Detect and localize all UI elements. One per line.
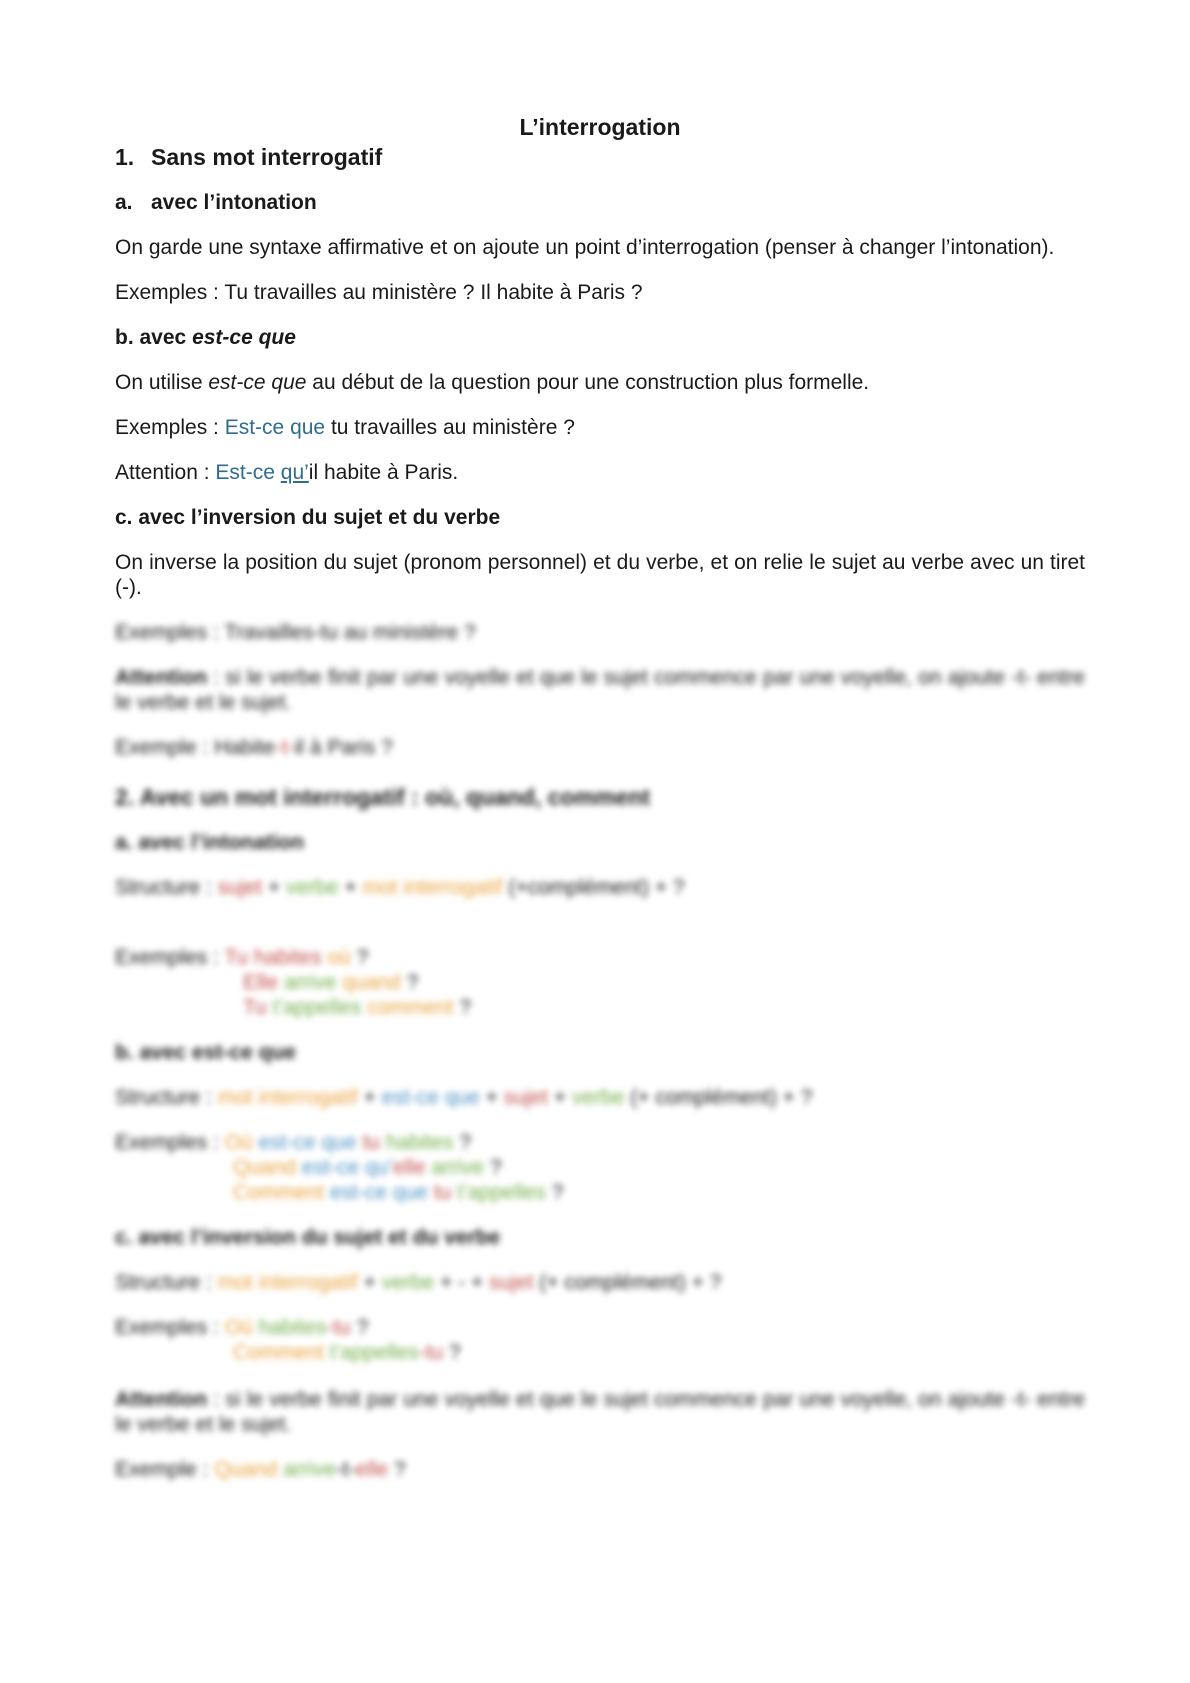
attention-inversion: [115, 665, 1085, 715]
attention-text: : si le verbe finit par une voyelle et que le sujet commence par une voyelle, on ajoute -t- entre le verbe et le sujet.: [115, 666, 1085, 714]
example-label: Exemple : Habite: [115, 736, 275, 759]
ex-interrogative: quand: [336, 971, 401, 994]
paragraph-intonation: On garde une syntaxe affirmative et on ajoute un point d’interrogation (penser à changer l’intonation).: [115, 236, 1055, 259]
highlight-est-ce-que: Est-ce que: [224, 416, 326, 439]
ex-est-ce-que: est-ce qu’: [296, 1156, 393, 1179]
ex-est-ce-que: est-ce que: [252, 1131, 357, 1154]
structure-rest: (+ complément) + ?: [533, 1271, 722, 1294]
blurred-content: [115, 620, 1085, 1482]
paragraph-est-ce-que: [115, 370, 1085, 395]
example-label: Exemple :: [115, 1458, 215, 1481]
structure-label: Structure :: [115, 1271, 218, 1294]
structure-subject: sujet: [503, 1086, 549, 1109]
document-page: [115, 112, 1085, 1482]
structure-verb: verbe: [381, 1271, 435, 1294]
text-emphasis: est-ce que: [208, 371, 307, 394]
subsection-1a-title: avec l’intonation: [151, 191, 317, 214]
ex-subject: tu: [356, 1131, 380, 1154]
examples-label: Exemples :: [115, 416, 225, 439]
plus: +: [357, 1086, 382, 1109]
subsection-1b-heading: [115, 325, 1085, 350]
ex-interrogative: comment: [361, 996, 454, 1019]
ex-end: ?: [484, 1156, 502, 1179]
ex-interrogative: Où: [224, 1316, 253, 1339]
ex-interrogative: Quand: [214, 1458, 278, 1481]
examples-intonation: Exemples : Tu travailles au ministère ? Il habite à Paris ?: [115, 281, 643, 304]
subsection-1a-heading: [115, 190, 1085, 215]
section-1-title: Sans mot interrogatif: [151, 144, 383, 170]
ex-end: ?: [443, 1341, 461, 1364]
structure-2c: [115, 1270, 1085, 1295]
subsection-2a-heading: a. avec l’intonation: [115, 831, 305, 854]
attention-label: Attention: [115, 666, 208, 689]
ex-interrogative: Comment: [233, 1341, 325, 1364]
ex-subject: Tu habites: [224, 946, 322, 969]
section-2-heading: 2. Avec un mot interrogatif : où, quand, comment: [115, 784, 650, 810]
structure-rest: (+complément) + ?: [502, 876, 685, 899]
examples-2b-line3: [115, 1180, 1085, 1205]
ex-end: ?: [453, 996, 472, 1019]
ex-verb: arrive: [425, 1156, 485, 1179]
subsection-1a-letter: a.: [115, 191, 133, 214]
examples-2b-line1: [115, 1130, 1085, 1155]
subsection-1c-heading: c. avec l’inversion du sujet et du verbe: [115, 506, 501, 529]
examples-2c-line2: [115, 1340, 1085, 1365]
example-2c-t: [115, 1457, 1085, 1482]
ex-verb: arrive: [278, 971, 337, 994]
examples-est-ce-que: [115, 415, 1085, 440]
attention-text: : si le verbe finit par une voyelle et que le sujet commence par une voyelle, on ajoute -t- entre le verbe et le sujet.: [115, 1388, 1085, 1436]
examples-2c-line1: [115, 1315, 1085, 1340]
subsection-2b-heading: b. avec est-ce que: [115, 1041, 296, 1064]
ex-verb: arrive: [277, 1458, 336, 1481]
ex-subject: -tu: [326, 1316, 351, 1339]
example-rest: il à Paris ?: [294, 736, 393, 759]
subsection-2c-heading: c. avec l’inversion du sujet et du verbe: [115, 1226, 501, 1249]
examples-label: Exemples :: [115, 1131, 225, 1154]
ex-subject: Elle: [243, 971, 279, 994]
ex-end: ?: [350, 946, 369, 969]
text-before: On utilise: [115, 371, 209, 394]
examples-label: Exemples :: [115, 946, 225, 969]
structure-rest: (+ complément) + ?: [624, 1086, 813, 1109]
ex-verb: habites: [380, 1131, 454, 1154]
plus: +: [262, 876, 286, 899]
highlight-qu: qu’: [280, 461, 309, 484]
attention-rest: il habite à Paris.: [308, 461, 459, 484]
ex-verb: t’appelles: [266, 996, 362, 1019]
ex-interrogative: Où: [224, 1131, 253, 1154]
examples-inversion: Exemples : Travailles-tu au ministère ?: [115, 621, 476, 644]
ex-interrogative: Comment: [233, 1181, 325, 1204]
euphonic-t: -t-: [274, 736, 295, 759]
section-1-heading: [115, 142, 1085, 172]
ex-end: ?: [400, 971, 419, 994]
ex-verb: habites: [252, 1316, 327, 1339]
ex-end: ?: [388, 1458, 406, 1481]
ex-subject: tu: [427, 1181, 452, 1204]
structure-subject: sujet: [217, 876, 263, 899]
highlight-est-ce: Est-ce: [215, 461, 281, 484]
plus: +: [479, 1086, 504, 1109]
structure-label: Structure :: [115, 1086, 218, 1109]
attention-est-ce-que: [115, 460, 1085, 485]
ex-verb: t’appelles: [451, 1181, 546, 1204]
ex-interrogative: où: [321, 946, 351, 969]
ex-subject: elle: [355, 1458, 389, 1481]
ex-est-ce-que: est-ce que: [324, 1181, 428, 1204]
plus: +: [548, 1086, 572, 1109]
example-inversion-t: [115, 735, 1085, 760]
ex-interrogative: Quand: [233, 1156, 297, 1179]
structure-verb: verbe: [572, 1086, 625, 1109]
ex-end: ?: [453, 1131, 472, 1154]
examples-2a-line1: [115, 945, 1085, 970]
ex-end: ?: [545, 1181, 564, 1204]
euphonic-t: -t-: [335, 1458, 356, 1481]
examples-label: Exemples :: [115, 1316, 225, 1339]
document-title: L’interrogation: [519, 114, 681, 140]
structure-est-ce-que: est-ce que: [381, 1086, 480, 1109]
structure-interrogative: mot interrogatif: [217, 1271, 358, 1294]
subsection-1b-emphasis: est-ce que: [192, 326, 296, 349]
structure-2a: [115, 875, 1085, 900]
plus-dash: + - +: [434, 1271, 490, 1294]
structure-subject: sujet: [489, 1271, 534, 1294]
subsection-1b-prefix: b. avec: [115, 326, 193, 349]
plus: +: [357, 1271, 382, 1294]
examples-2a-line2: [115, 970, 1085, 995]
ex-end: ?: [350, 1316, 369, 1339]
structure-2b: [115, 1085, 1085, 1110]
ex-subject: Tu: [243, 996, 267, 1019]
structure-interrogative: mot interrogatif: [362, 876, 503, 899]
attention-label: Attention :: [115, 461, 216, 484]
structure-label: Structure :: [115, 876, 218, 899]
example-rest: tu travailles au ministère ?: [325, 416, 575, 439]
examples-2a-line3: [115, 995, 1085, 1020]
examples-2b-line2: [115, 1155, 1085, 1180]
section-1-number: 1.: [115, 144, 135, 170]
ex-subject: -tu: [418, 1341, 444, 1364]
ex-subject: elle: [392, 1156, 426, 1179]
structure-verb: verbe: [286, 876, 339, 899]
structure-interrogative: mot interrogatif: [217, 1086, 358, 1109]
text-after: au début de la question pour une construction plus formelle.: [306, 371, 870, 394]
paragraph-inversion: On inverse la position du sujet (pronom personnel) et du verbe, et on relie le sujet au verbe avec un tiret (-).: [115, 551, 1085, 599]
attention-label: Attention: [115, 1388, 208, 1411]
attention-2c: [115, 1387, 1085, 1437]
plus: +: [338, 876, 363, 899]
ex-verb: t’appelles: [324, 1341, 419, 1364]
